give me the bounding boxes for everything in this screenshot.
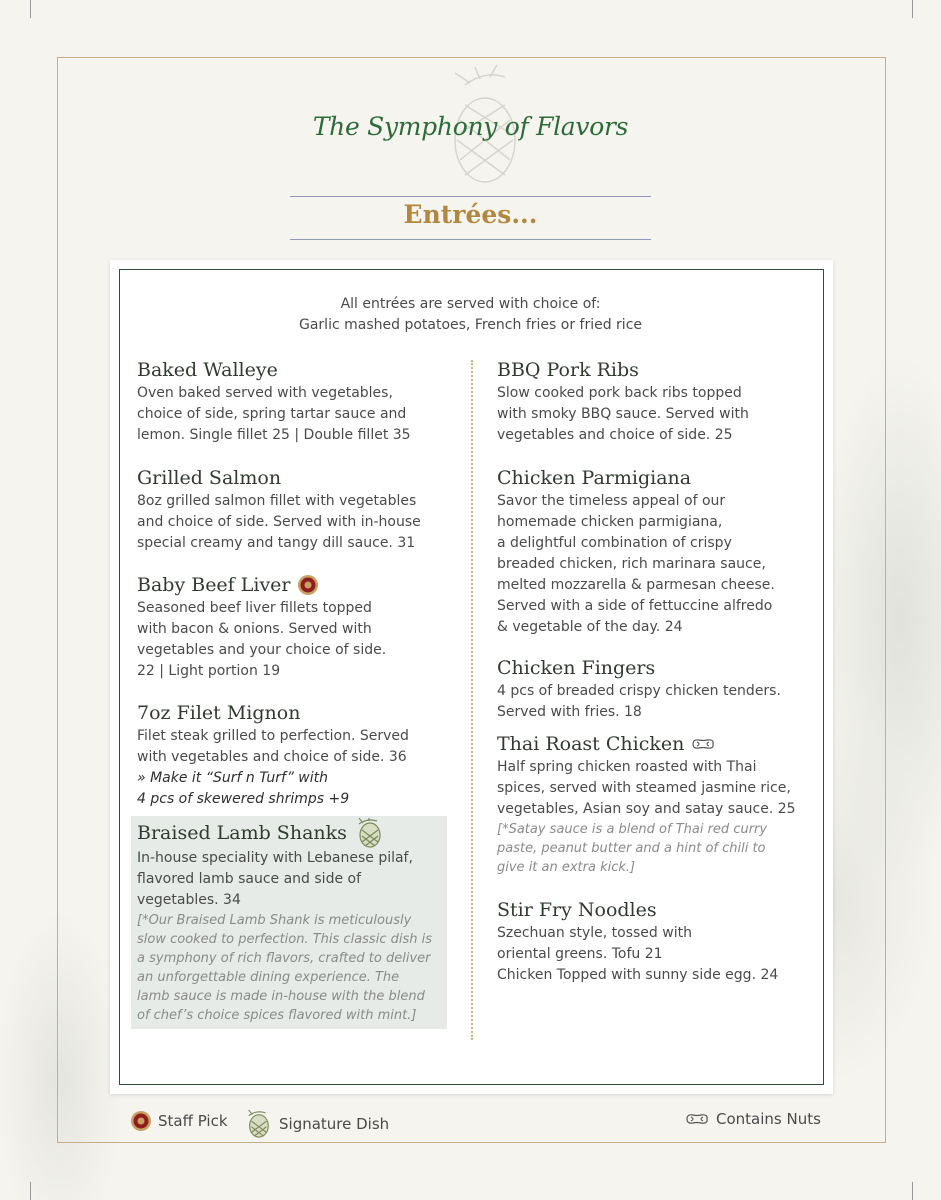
intro-line: All entrées are served with choice of: [340, 296, 601, 312]
staff-pick-icon [297, 574, 319, 596]
item-name: 7oz Filet Mignon [137, 702, 301, 724]
item-description: In-house speciality with Lebanese pilaf, flavored lamb sauce and side of vegetables. 34 [137, 850, 413, 908]
item-description: Half spring chicken roasted with Thai spices, served with steamed jasmine rice, vegetables, Asian soy and satay sauce. 25 [497, 759, 796, 817]
item-name: Stir Fry Noodles [497, 899, 657, 921]
item-note: [*Our Braised Lamb Shank is meticulously slow cooked to perfection. This classic dish is a symphony of rich flavors, crafted to deliver an unforgettable dining experience. The lamb sauce is made in-house with the blend of chef’s choice spices flavored with mint.] [137, 913, 432, 1023]
item-name: Thai Roast Chicken [497, 731, 817, 757]
contains-nuts-icon [690, 737, 716, 751]
legend-contains-nuts [684, 1110, 821, 1128]
intro-line: Garlic mashed potatoes, French fries or fried rice [299, 317, 642, 333]
section-title: Entrées... [403, 200, 538, 229]
legend-label: Signature Dish [279, 1115, 390, 1133]
crop-mark [30, 0, 31, 18]
signature-dish-icon [243, 1110, 273, 1138]
signature-dish-icon [353, 818, 385, 848]
brand-title: The Symphony of Flavors [312, 112, 629, 141]
title-rule [290, 239, 651, 240]
item-description: Slow cooked pork back ribs topped with smoky BBQ sauce. Served with vegetables and choice of side. 25 [497, 385, 749, 443]
item-description: 8oz grilled salmon fillet with vegetables and choice of side. Served with in-house special creamy and tangy dill sauce. 31 [137, 493, 421, 551]
menu-column-left [137, 357, 457, 1029]
menu-item [497, 655, 817, 731]
menu-item-signature [131, 816, 447, 1029]
menu-item [137, 465, 457, 572]
item-upgrade: » Make it “Surf n Turf” with [137, 770, 328, 786]
item-name: Braised Lamb Shanks [137, 818, 447, 848]
item-name: BBQ Pork Ribs [497, 359, 639, 381]
menu-item [497, 897, 817, 986]
item-description: Oven baked served with vegetables, choice of side, spring tartar sauce and lemon. Single fillet 25 | Double fillet 35 [137, 385, 411, 443]
item-name: Chicken Parmigiana [497, 467, 692, 489]
legend-label: Contains Nuts [716, 1110, 821, 1128]
item-description: Seasoned beef liver fillets topped with bacon & onions. Served with vegetables and your choice of side. 22 | Light portion 19 [137, 600, 387, 679]
menu-item [137, 572, 457, 700]
crop-mark [912, 1182, 913, 1200]
staff-pick-icon [130, 1110, 152, 1132]
legend-label: Staff Pick [158, 1112, 228, 1130]
crop-mark [912, 0, 913, 18]
item-upgrade: 4 pcs of skewered shrimps +9 [137, 791, 350, 807]
item-note: [*Satay sauce is a blend of Thai red curry paste, peanut butter and a hint of chili to give it an extra kick.] [497, 822, 768, 875]
contains-nuts-icon [684, 1112, 710, 1126]
menu-item [497, 731, 817, 897]
item-name: Baby Beef Liver [137, 572, 457, 598]
item-description: Szechuan style, tossed with oriental greens. Tofu 21 Chicken Topped with sunny side egg. 24 [497, 925, 779, 983]
item-description: Filet steak grilled to perfection. Served with vegetables and choice of side. 36 » Make it “Surf n Turf” with 4 pcs of skewered shrimps +9 [137, 726, 457, 810]
crop-mark [30, 1182, 31, 1200]
intro-text [0, 294, 941, 336]
menu-item [137, 700, 457, 816]
legend-staff-pick [130, 1110, 228, 1132]
menu-item [497, 357, 817, 465]
item-name: Chicken Fingers [497, 657, 656, 679]
legend-signature-dish [243, 1110, 389, 1138]
title-rule [290, 196, 651, 197]
menu-item [137, 357, 457, 465]
column-divider [471, 360, 473, 1040]
item-name: Grilled Salmon [137, 467, 282, 489]
item-name: Baked Walleye [137, 359, 278, 381]
item-description: Savor the timeless appeal of our homemade chicken parmigiana, a delightful combination of crispy breaded chicken, rich marinara sauce, melted mozzarella & parmesan cheese. Served with a side of fettuccine alfredo & vegetable of the day. 24 [497, 493, 775, 635]
item-description: 4 pcs of breaded crispy chicken tenders. Served with fries. 18 [497, 683, 781, 720]
menu-column-right [497, 357, 817, 986]
menu-item [497, 465, 817, 655]
